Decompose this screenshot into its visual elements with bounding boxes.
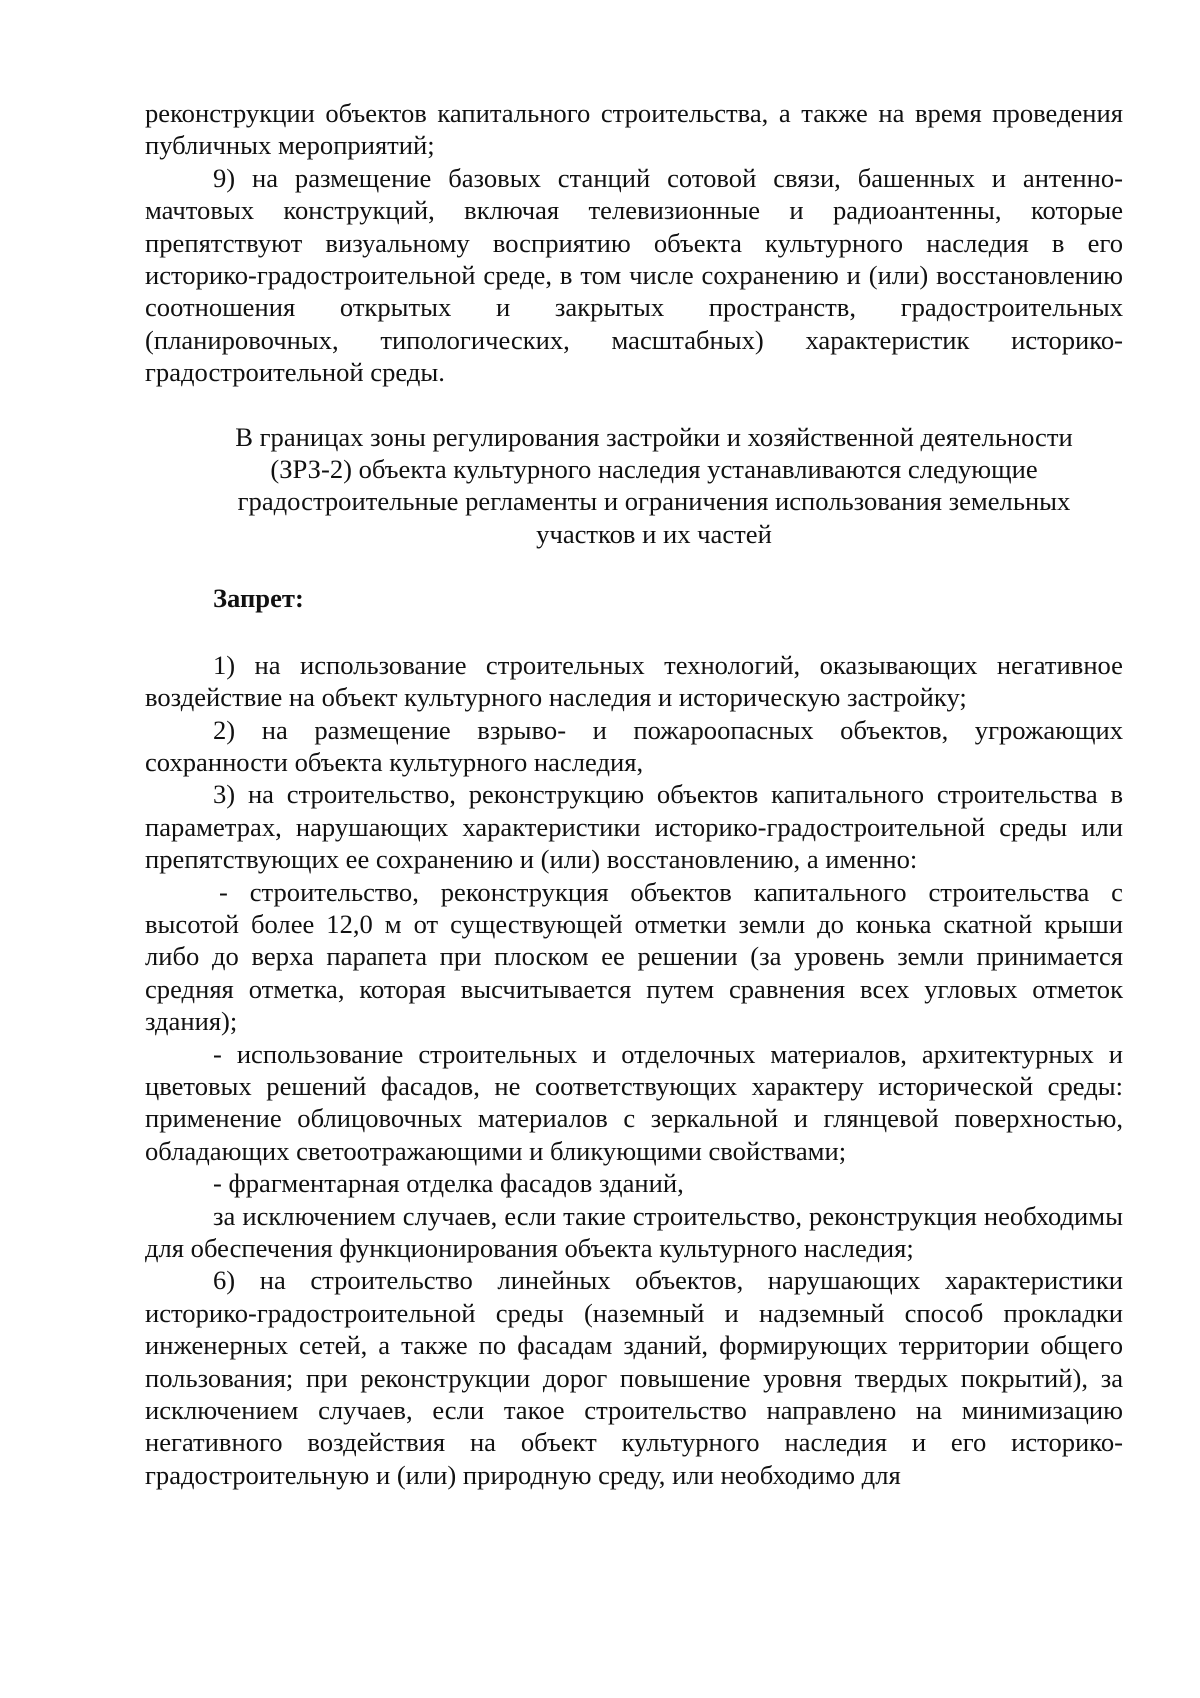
paragraph-item-3: 3) на строительство, реконструкцию объектов капитального строительства в параметрах, нарушающих характеристики историко-градостроительной среды или препятствующих ее сохранению и (или) восстановлению, а именно: (145, 779, 1123, 875)
section-heading-line: (ЗРЗ-2) объекта культурного наследия устанавливаются следующие (270, 454, 1038, 485)
paragraph-item-6: 6) на строительство линейных объектов, нарушающих характеристики историко-градостроительной среды (наземный и надземный способ прокладки инженерных сетей, а также по фасадам зданий, формирующих территории общего пользования; при реконструкции дорог повышение уровня твердых покрытий), за исключением случаев, если такое строительство направлено на минимизацию негативного воздействия на объект культурного наследия и его историко-градостроительную и (или) природную среду, или необходимо для (145, 1265, 1123, 1490)
paragraph-continuation: реконструкции объектов капитального строительства, а также на время проведения публичных мероприятий; (145, 98, 1123, 161)
section-heading-line: участков и их частей (536, 518, 772, 549)
section-heading-line: градостроительные регламенты и ограничения использования земельных (237, 486, 1071, 517)
prohibition-label: Запрет: (213, 583, 304, 614)
paragraph-exception: за исключением случаев, если такие строительство, реконструкция необходимы для обеспечения функционирования объекта культурного наследия; (145, 1200, 1123, 1263)
document-page (145, 97, 1123, 1491)
section-heading (185, 421, 1123, 551)
paragraph-dash-materials: - использование строительных и отделочных материалов, архитектурных и цветовых решений фасадов, не соответствующих характеру исторической среды: применение облицовочных материалов с зеркальной и глянцевой поверхностью, обладающих светоотражающими и бликующими свойствами; (145, 1038, 1123, 1166)
paragraph-item-1: 1) на использование строительных технологий, оказывающих негативное воздействие на объект культурного наследия и историческую застройку; (145, 649, 1123, 713)
paragraph-dash-height: - строительство, реконструкция объектов капитального строительства с высотой более 12,0 м от существующей отметки земли до конька скатной крыши либо до верха парапета при плоском ее решении (за уровень земли принимается средняя отметка, которая высчитывается путем сравнения всех угловых отметок здания); (145, 876, 1123, 1037)
paragraph-dash-facade: - фрагментарная отделка фасадов зданий, (213, 1168, 684, 1199)
paragraph-item-9: 9) на размещение базовых станций сотовой связи, башенных и антенно-мачтовых конструкций, включая телевизионные и радиоантенны, которые препятствуют визуальному восприятию объекта культурного наследия в его историко-градостроительной среде, в том числе сохранению и (или) восстановлению соотношения открытых и закрытых пространств, градостроительных (планировочных, типологических, масштабных) характеристик историко-градостроительной среды. (145, 162, 1123, 388)
paragraph-item-2: 2) на размещение взрыво- и пожароопасных объектов, угрожающих сохранности объекта культурного наследия, (145, 714, 1123, 777)
section-heading-line: В границах зоны регулирования застройки и хозяйственной деятельности (235, 421, 1073, 452)
